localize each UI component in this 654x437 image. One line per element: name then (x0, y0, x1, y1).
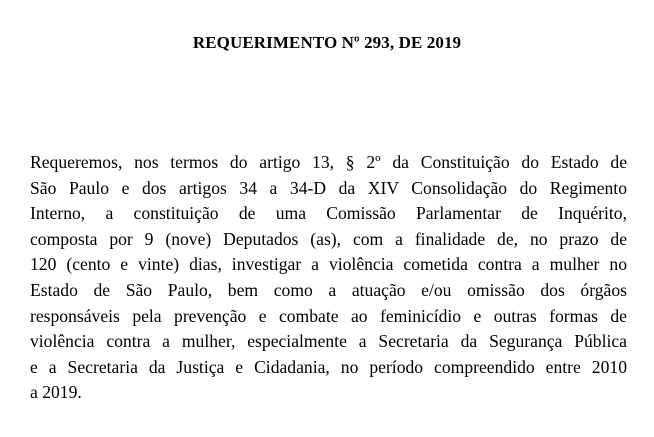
document-title: REQUERIMENTO Nº 293, DE 2019 (192, 33, 462, 52)
paragraph-line: e a Secretaria da Justiça e Cidadania, no período compreendido entre 2010 (30, 356, 627, 377)
document-body-paragraph (30, 150, 627, 406)
paragraph-line: a 2019. (30, 382, 82, 403)
paragraph-line: São Paulo e dos artigos 34 a 34-D da XIV Consolidação do Regimento (30, 177, 627, 198)
paragraph-line: responsáveis pela prevenção e combate ao feminicídio e outras formas de (30, 305, 627, 326)
paragraph-line: Estado de São Paulo, bem como a atuação e/ou omissão dos órgãos (30, 279, 627, 300)
paragraph-line: 120 (cento e vinte) dias, investigar a violência cometida contra a mulher no (30, 254, 627, 275)
paragraph-line: Interno, a constituição de uma Comissão Parlamentar de Inquérito, (30, 203, 627, 224)
paragraph-line: composta por 9 (nove) Deputados (as), com a finalidade de, no prazo de (30, 228, 627, 249)
paragraph-line: violência contra a mulher, especialmente a Secretaria da Segurança Pública (30, 331, 627, 352)
paragraph-line: Requeremos, nos termos do artigo 13, § 2º da Constituição do Estado de (30, 152, 627, 172)
